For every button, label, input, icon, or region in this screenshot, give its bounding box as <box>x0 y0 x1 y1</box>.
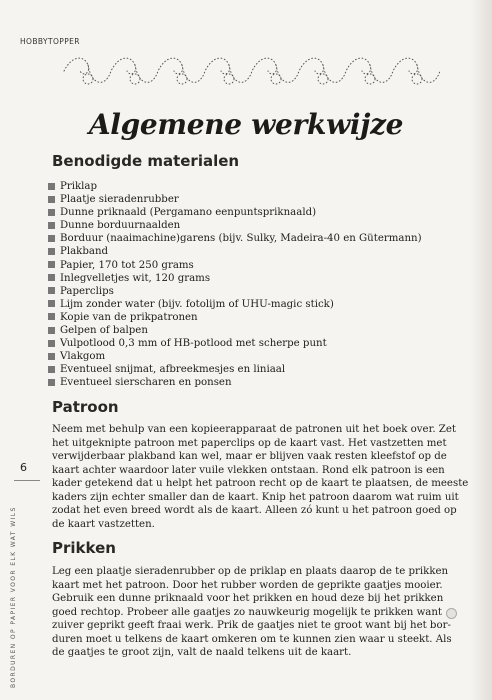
paragraph-line: kaart met het patroon. Door het rubber worden de geprikte gaatjes mooier. <box>52 579 443 591</box>
margin-rule <box>14 480 40 481</box>
paragraph-line: de kaart vastzetten. <box>52 518 155 530</box>
material-item-label: Plaatje sieradenrubber <box>60 194 179 206</box>
paragraph-line: duren moet u telkens de kaart omkeren om te kunnen zien waar u steekt. Als <box>52 633 452 645</box>
material-item <box>48 259 422 272</box>
paragraph-line: de gaatjes te groot zijn, valt de naald telkens uit de kaart. <box>52 647 352 658</box>
material-item <box>48 350 422 363</box>
material-item <box>48 311 422 324</box>
page-number: 6 <box>20 461 27 474</box>
vertical-book-title: BORDUREN OP PAPIER VOOR ELK WAT WILS <box>10 506 17 688</box>
scan-mark <box>446 608 457 619</box>
material-item-label: Dunne borduurnaalden <box>60 220 181 232</box>
paragraph-line: kaart achter waardoor later vuile vlekken ontstaan. Rond elk patroon is een <box>52 464 445 476</box>
square-bullet-icon <box>48 183 55 190</box>
page-title: Algemene werkwijze <box>88 108 404 141</box>
material-item-label: Papier, 170 tot 250 grams <box>60 259 194 271</box>
material-item <box>48 285 422 298</box>
material-item <box>48 272 422 285</box>
material-item-label: Lijm zonder water (bijv. fotolijm of UHU-magic stick) <box>60 298 334 310</box>
square-bullet-icon <box>48 379 55 386</box>
material-item <box>48 219 422 232</box>
material-item-label: Gelpen of balpen <box>60 325 148 337</box>
square-bullet-icon <box>48 248 55 255</box>
square-bullet-icon <box>48 261 55 268</box>
material-item-label: Priklap <box>60 181 98 192</box>
paragraph-line: kaders zijn echter smaller dan de kaart. Knip het patroon daarom wat ruim uit <box>52 491 459 503</box>
square-bullet-icon <box>48 274 55 281</box>
dotted-swirl-ornament <box>60 53 445 89</box>
square-bullet-icon <box>48 209 55 216</box>
material-item <box>48 376 422 389</box>
material-item <box>48 324 422 337</box>
material-item-label: Inlegvelletjes wit, 120 grams <box>60 272 211 284</box>
materials-heading: Benodigde materialen <box>52 152 240 170</box>
running-header: HOBBYTOPPER <box>20 37 80 46</box>
material-item <box>48 193 422 206</box>
paragraph-line: Leg een plaatje sieradenrubber op de priklap en plaats daarop de te prikken <box>52 566 449 577</box>
paragraph-line: Gebruik een dunne priknaald voor het prikken en houd deze bij het prikken <box>52 593 444 604</box>
square-bullet-icon <box>48 235 55 242</box>
material-item-label: Plakband <box>60 246 109 258</box>
material-item-label: Vlakgom <box>60 351 106 363</box>
material-item-label: Vulpotlood 0,3 mm of HB-potlood met scherpe punt <box>60 338 327 350</box>
material-item-label: Kopie van de prikpatronen <box>60 311 198 323</box>
square-bullet-icon <box>48 353 55 360</box>
square-bullet-icon <box>48 340 55 347</box>
paragraph-line: goed rechtop. Probeer alle gaatjes zo nauwkeurig mogelijk te prikken want <box>52 606 443 618</box>
material-item-label: Eventueel snijmat, afbreekmesjes en liniaal <box>60 364 286 376</box>
material-item-label: Borduur (naaimachine)garens (bijv. Sulky, Madeira-40 en Gütermann) <box>60 233 422 245</box>
patroon-heading: Patroon <box>52 398 119 416</box>
square-bullet-icon <box>48 196 55 203</box>
paragraph-line: kader getekend dat u helpt het patroon recht op de kaart te plaatsen, de meeste <box>52 478 469 489</box>
paragraph-line: zodat het even breed wordt als de kaart. Alleen zó kunt u het patroon goed op <box>52 505 457 516</box>
square-bullet-icon <box>48 366 55 373</box>
page-edge-shadow <box>470 0 492 700</box>
materials-list <box>48 180 422 390</box>
material-item-label: Dunne priknaald (Pergamano eenpuntspriknaald) <box>60 207 317 219</box>
square-bullet-icon <box>48 287 55 294</box>
square-bullet-icon <box>48 313 55 320</box>
material-item <box>48 298 422 311</box>
paragraph-line: Neem met behulp van een kopieerapparaat de patronen uit het boek over. Zet <box>52 424 457 435</box>
paragraph-line: verwijderbaar plakband kan wel, maar er blijven vaak resten kleefstof op de <box>52 451 447 462</box>
material-item <box>48 363 422 376</box>
prikken-heading: Prikken <box>52 539 116 557</box>
paragraph-line: het uitgeknipte patroon met paperclips op de kaart vast. Het vastzetten met <box>52 437 447 449</box>
material-item <box>48 206 422 219</box>
patroon-paragraph <box>52 423 469 531</box>
paragraph-line: zuiver geprikt geeft fraai werk. Prik de gaatjes niet te groot want bij het bor- <box>52 620 451 631</box>
material-item <box>48 337 422 350</box>
material-item <box>48 245 422 258</box>
square-bullet-icon <box>48 222 55 229</box>
material-item-label: Paperclips <box>60 285 114 297</box>
square-bullet-icon <box>48 300 55 307</box>
material-item <box>48 232 422 245</box>
material-item-label: Eventueel sierscharen en ponsen <box>60 377 232 389</box>
square-bullet-icon <box>48 327 55 334</box>
material-item <box>48 180 422 193</box>
prikken-paragraph <box>52 565 462 660</box>
